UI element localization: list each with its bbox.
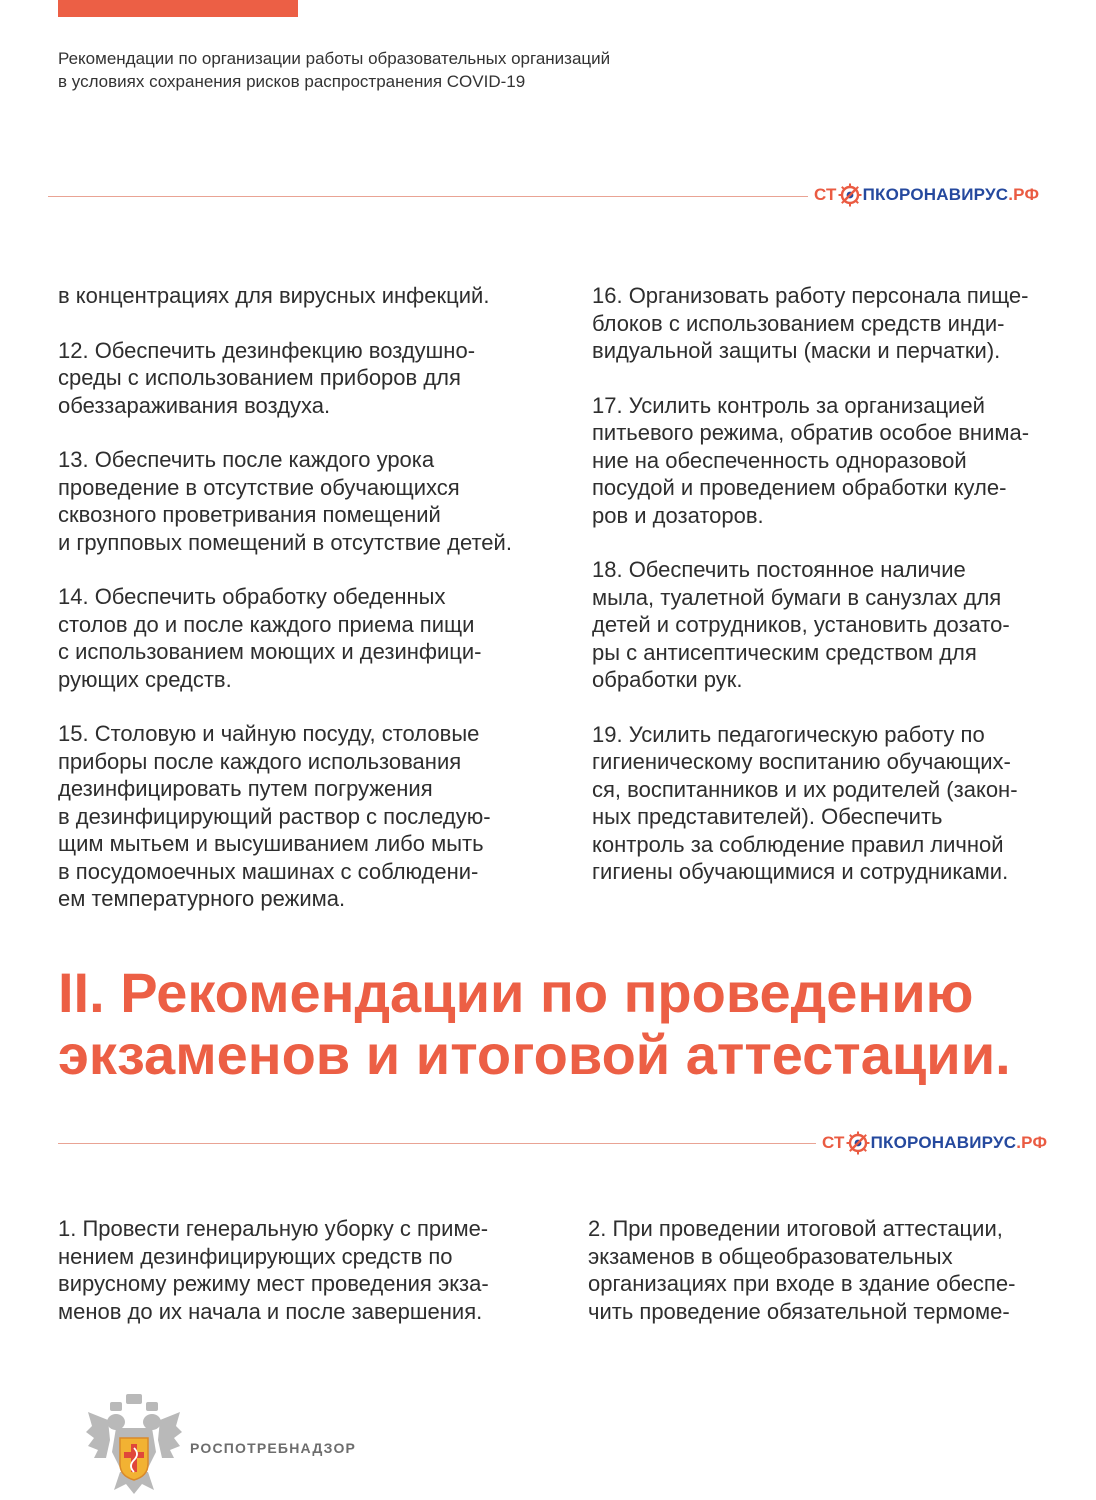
logo-part-1: СТ [814,185,837,204]
paragraph-item-13: 13. Обеспечить после каждого урока проведение в отсутствие обучающихся сквозного проветривания помещений и групповых помещений в отсутствие детей. [58,447,512,555]
paragraph-item-15: 15. Столовую и чайную посуду, столовые приборы после каждого использования дезинфицировать путем погружения в дезинфицирующий раствор с последую- щим мытьем и высушиванием либо мыть в посудомоечных машинах с соблюдени- ем температурного режима. [58,721,491,911]
header-line-1: Рекомендации по организации работы образовательных организаций [58,49,611,68]
logo-part-2: ПКОРОНАВИРУС [870,1133,1017,1152]
divider-bottom [58,1143,816,1144]
section1-left-column [58,282,548,940]
paragraph-item-1: 1. Провести генеральную уборку с приме- нением дезинфицирующих средств по вирусному режиму мест проведения экза- менов до их начала и после завершения. [58,1216,489,1324]
double-headed-eagle-emblem-icon [86,1392,182,1496]
virus-stop-icon [846,1131,870,1155]
paragraph-item-12: 12. Обеспечить дезинфекцию воздушно- среды с использованием приборов для обеззараживания воздуха. [58,337,476,418]
logo-part-3: .РФ [1016,1133,1048,1152]
paragraph-item-2: 2. При проведении итоговой аттестации, экзаменов в общеобразовательных организациях при входе в здание обеспе- чить проведение обязательной термоме- [588,1216,1016,1324]
stopcoronavirus-logo-bottom [822,1131,1047,1155]
paragraph-continued: в концентрациях для вирусных инфекций. [58,283,490,308]
paragraph-item-18: 18. Обеспечить постоянное наличие мыла, туалетной бумаги в санузлах для детей и сотрудников, установить дозато- ры с антисептическим средством для обработки рук. [592,557,1010,692]
org-name: РОСПОТРЕБНАДЗОР [190,1440,357,1456]
paragraph-item-16: 16. Организовать работу персонала пище- блоков с использованием средств инди- видуальной защиты (маски и перчатки). [592,283,1029,363]
divider-top [48,196,808,197]
paragraph-item-14: 14. Обеспечить обработку обеденных столов до и после каждого приема пищи с использованием моющих и дезинфици- рующих средств. [58,584,482,692]
stopcoronavirus-logo-top [814,183,1039,207]
logo-part-2: ПКОРОНАВИРУС [862,185,1009,204]
virus-stop-icon [838,183,862,207]
paragraph-item-17: 17. Усилить контроль за организацией питьевого режима, обратив особое внима- ние на обеспеченность одноразовой посудой и проведением обработки куле- ров и дозаторов. [592,392,1030,528]
section1-right-column [592,282,1082,913]
top-accent-bar [58,0,298,17]
logo-part-1: СТ [822,1133,845,1152]
paragraph-item-19: 19. Усилить педагогическую работу по гигиеническому воспитанию обучающих- ся, воспитанников и их родителей (закон- ных представителей). Обеспечить контроль за соблюдение правил личной гигиены обучающимися и сотрудниками. [592,721,1018,884]
section2-left-column [58,1215,548,1352]
logo-part-3: .РФ [1008,185,1040,204]
section-title: II. Рекомендации по проведению экзаменов и итоговой аттестации. [58,961,1011,1086]
header-line-2: в условиях сохранения рисков распространения COVID-19 [58,72,526,91]
document-header [58,47,610,93]
section2-right-column [588,1215,1078,1352]
